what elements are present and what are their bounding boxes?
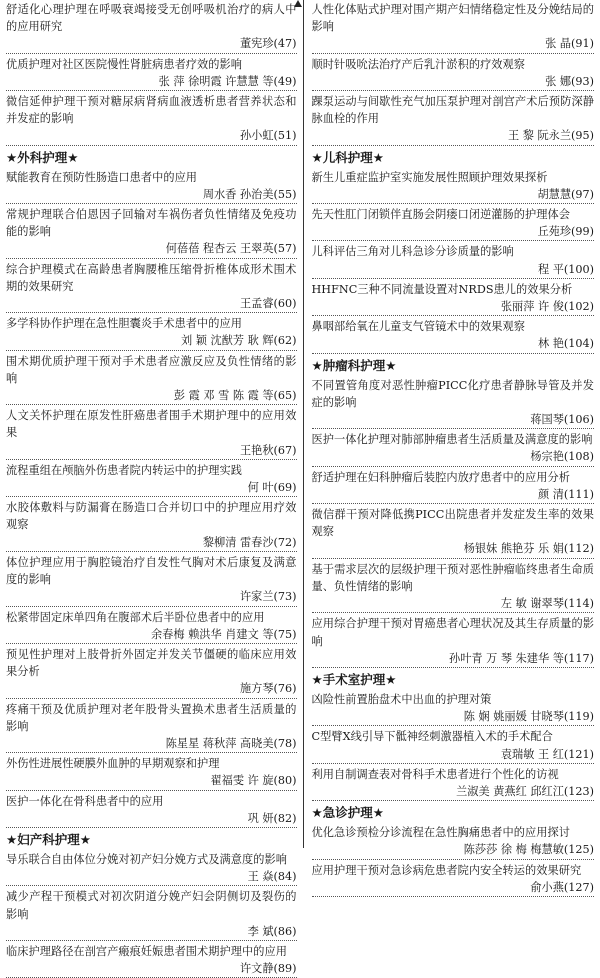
toc-entry[interactable] (312, 506, 595, 559)
entry-authors: 周水香 孙治美(55) (203, 186, 297, 203)
entry-authors-page (312, 783, 595, 801)
entry-title: 疼痛干预及优质护理对老年股骨头置换术患者生活质量的影响 (6, 702, 297, 733)
toc-right-column (303, 0, 595, 894)
table-of-contents (6, 0, 594, 976)
entry-authors-page (6, 534, 297, 552)
entry-authors-page (312, 746, 595, 764)
entry-title: 新生儿重症监护室实施发展性照顾护理效果探析 (311, 170, 548, 184)
toc-entry[interactable] (6, 888, 297, 941)
entry-authors: 兰淑美 黄燕红 邱红江(123) (456, 783, 594, 800)
toc-entry[interactable] (6, 793, 297, 828)
entry-authors: 张 娜(93) (545, 73, 594, 90)
entry-title: 应用护理干预对急诊病危患者院内安全转运的效果研究 (311, 863, 582, 877)
entry-authors-page (312, 335, 595, 353)
toc-entry[interactable] (6, 93, 297, 146)
entry-authors: 孙叶青 万 琴 朱建华 等(117) (449, 650, 594, 667)
entry-authors-page (6, 868, 297, 886)
entry-title: 顺时针吸吮法治疗产后乳汁淤积的疗效观察 (311, 57, 526, 71)
toc-entry[interactable] (312, 469, 595, 504)
toc-entry[interactable] (312, 766, 595, 801)
entry-authors-page (312, 411, 595, 429)
entry-title: 多学科协作护理在急性胆囊炎手术患者中的应用 (6, 317, 242, 331)
section-heading: ★妇产科护理★ (6, 831, 91, 847)
toc-entry[interactable] (6, 462, 297, 497)
entry-authors: 王艳秋(67) (240, 442, 297, 459)
entry-authors-page (312, 127, 595, 145)
entry-title: 医护一体化在骨科患者中的应用 (6, 794, 164, 808)
toc-entry[interactable] (312, 561, 595, 614)
entry-title: 人性化体贴式护理对围产期产妇情绪稳定性及分娩结局的影响 (311, 3, 594, 34)
entry-authors-page (6, 479, 297, 497)
toc-entry[interactable] (6, 609, 297, 644)
entry-title: 导乐联合自由体位分娩对初产妇分娩方式及满意度的影响 (6, 852, 287, 866)
entry-title: 优质护理对社区医院慢性肾脏病患者疗效的影响 (6, 57, 242, 71)
toc-entry[interactable] (312, 728, 595, 763)
entry-title: 医护一体化护理对肺部肿瘤患者生活质量及满意度的影响 (311, 433, 593, 447)
toc-entry[interactable] (6, 407, 297, 460)
entry-title: 利用自制调查表对骨科手术患者进行个性化的访视 (311, 767, 559, 781)
entry-authors: 李 斌(86) (248, 923, 297, 940)
entry-authors-page (6, 680, 297, 698)
entry-authors: 张丽萍 许 俊(102) (501, 298, 594, 315)
toc-entry[interactable] (6, 206, 297, 259)
toc-entry[interactable] (312, 169, 595, 204)
entry-title: 踝泵运动与间歇性充气加压泵护理对剖宫产术后预防深静脉血栓的作用 (311, 95, 594, 126)
toc-entry[interactable] (6, 701, 297, 754)
entry-authors-page (6, 240, 297, 258)
entry-authors: 翟福雯 许 旋(80) (210, 772, 296, 789)
entry-authors-page (6, 923, 297, 941)
entry-authors-page (6, 35, 297, 53)
entry-authors-page (312, 486, 595, 504)
toc-entry[interactable] (6, 315, 297, 350)
entry-authors-page (312, 298, 595, 316)
entry-authors: 袁瑞敏 王 红(121) (501, 746, 594, 763)
entry-authors-page (312, 708, 595, 726)
toc-entry[interactable] (312, 691, 595, 726)
entry-authors: 王 黎 阮永兰(95) (508, 127, 594, 144)
entry-authors-page (6, 588, 297, 606)
entry-title: 常规护理联合伯恩因子回输对车祸伤者负性情绪及免疫功能的影响 (6, 208, 297, 239)
toc-entry[interactable] (6, 646, 297, 699)
toc-entry[interactable] (312, 206, 595, 241)
entry-authors-page (6, 960, 297, 978)
entry-title: 水胶体敷料与防漏膏在肠造口合并切口中的护理应用疗效观察 (6, 501, 297, 532)
entry-authors: 施方琴(76) (240, 680, 297, 697)
entry-title: 综合护理模式在高龄患者胸腰椎压缩骨折椎体成形术围术期的效果研究 (6, 262, 297, 293)
entry-authors: 余春梅 赖洪华 肖建文 等(75) (151, 626, 297, 643)
entry-authors: 陈星星 蒋秋萍 高晓美(78) (166, 735, 297, 752)
entry-title: 舒适护理在妇科肿瘤后装腔内放疗患者中的应用分析 (311, 470, 570, 484)
toc-entry[interactable] (312, 377, 595, 430)
entry-authors: 董宪珍(47) (240, 35, 297, 52)
entry-title: C型臂X线引导下骶神经刺激器植入术的手术配合 (311, 730, 553, 744)
entry-authors-page (312, 186, 595, 204)
entry-title: 减少产程干预模式对初次阴道分娩产妇会阴侧切及裂伤的影响 (6, 890, 297, 921)
entry-title: 围术期优质护理干预对手术患者应激反应及负性情绪的影响 (6, 354, 297, 385)
toc-entry[interactable] (6, 169, 297, 204)
entry-title: 舒适化心理护理在呼吸衰竭接受无创呼吸机治疗的病人中的应用研究 (6, 3, 297, 34)
entry-title: 松紧带固定床单四角在腹部术后半卧位患者中的应用 (6, 610, 265, 624)
entry-authors: 杨银妹 熊艳芬 乐 娟(112) (464, 540, 594, 557)
entry-authors: 许文静(89) (240, 960, 297, 977)
entry-title: 人文关怀护理在原发性肝癌患者围手术期护理中的应用效果 (6, 409, 297, 440)
entry-authors: 刘 颖 沈猷芳 耿 辉(62) (181, 332, 297, 349)
entry-authors-page (312, 73, 595, 91)
entry-authors-page (312, 540, 595, 558)
entry-authors: 张 萍 徐明霞 许慧慧 等(49) (159, 73, 297, 90)
entry-authors-page (6, 735, 297, 753)
toc-entry[interactable] (6, 261, 297, 314)
toc-entry[interactable] (312, 824, 595, 859)
entry-authors: 胡慧慧(97) (537, 186, 594, 203)
entry-title: 应用综合护理干预对胃癌患者心理状况及其生存质量的影响 (311, 617, 594, 648)
section-heading: ★手术室护理★ (311, 671, 397, 687)
entry-authors: 孙小虹(51) (240, 127, 297, 144)
entry-title: 体位护理应用于胸腔镜治疗自发性气胸对术后康复及满意度的影响 (6, 555, 297, 587)
entry-authors: 俞小燕(127) (530, 879, 594, 896)
entry-authors-page (6, 186, 297, 204)
section-heading: ★儿科护理★ (311, 149, 384, 165)
entry-authors-page (6, 73, 297, 91)
entry-title: 优化急诊预检分诊流程在急性胸痛患者中的应用探讨 (311, 826, 570, 840)
entry-authors: 彭 霞 邓 雪 陈 霞 等(65) (174, 387, 297, 404)
entry-authors: 陈 娴 姚丽媛 甘晓琴(119) (464, 708, 594, 725)
entry-title: 不同置管角度对恶性肿瘤PICC化疗患者静脉导管及并发症的影响 (311, 378, 594, 409)
toc-entry[interactable] (312, 243, 595, 278)
entry-authors: 何蓓蓓 程杏云 王翠英(57) (166, 240, 297, 257)
entry-title: 微信群干预对降低携PICC出院患者并发症发生率的效果观察 (311, 508, 594, 539)
entry-authors-page (6, 772, 297, 790)
entry-authors: 颜 清(111) (538, 486, 594, 503)
entry-title: 预见性护理对上肢骨折外固定并发关节僵硬的临床应用效果分析 (6, 647, 297, 679)
entry-title: 临床护理路径在剖宫产瘢痕妊娠患者围术期护理中的应用 (6, 944, 287, 958)
toc-entry[interactable] (312, 318, 595, 353)
entry-authors-page (312, 448, 595, 466)
entry-title: 赋能教育在预防性肠造口患者中的应用 (6, 170, 198, 184)
entry-authors-page (312, 879, 595, 897)
toc-entry[interactable] (312, 431, 595, 466)
entry-title: 外伤性进展性硬膜外血肿的早期观察和护理 (6, 757, 220, 771)
entry-title: 鼻咽部给氧在儿童支气管镜术中的效果观察 (311, 320, 526, 334)
toc-entry[interactable] (312, 56, 595, 91)
section-heading: ★外科护理★ (6, 149, 79, 165)
entry-authors-page (312, 841, 595, 859)
entry-title: HHFNC三种不同流量设置对NRDS患儿的效果分析 (311, 282, 573, 296)
entry-authors-page (312, 595, 595, 613)
toc-entry[interactable] (312, 93, 595, 146)
entry-authors-page (6, 387, 297, 405)
entry-authors: 王 焱(84) (248, 868, 297, 885)
entry-authors-page (312, 650, 595, 668)
entry-title: 微信延伸护理干预对糖尿病肾病血液透析患者营养状态和并发症的影响 (6, 95, 297, 126)
entry-title: 儿科评估三角对儿科急诊分诊质量的影响 (311, 245, 514, 259)
toc-entry[interactable] (6, 499, 297, 552)
entry-authors-page (6, 295, 297, 313)
entry-authors: 许家兰(73) (240, 588, 297, 605)
entry-authors-page (6, 626, 297, 644)
toc-left-column (6, 0, 303, 976)
toc-entry[interactable] (6, 353, 297, 406)
entry-title: 先天性肛门闭锁伴直肠会阴瘘口闭逆灌肠的护理体会 (311, 208, 570, 222)
entry-authors: 丘苑珍(99) (537, 223, 594, 240)
toc-entry[interactable] (6, 755, 297, 790)
entry-authors-page (312, 261, 595, 279)
entry-title: 流程重组在颅脑外伤患者院内转运中的护理实践 (6, 463, 242, 477)
entry-authors: 陈莎莎 徐 梅 梅慧敏(125) (464, 841, 594, 858)
entry-authors: 巩 妍(82) (248, 810, 297, 827)
section-heading: ★急诊护理★ (311, 805, 384, 821)
entry-authors-page (312, 35, 595, 53)
entry-authors: 林 艳(104) (538, 335, 594, 352)
entry-authors: 王孟睿(60) (240, 295, 297, 312)
entry-authors: 程 平(100) (538, 261, 594, 278)
toc-entry[interactable] (312, 281, 595, 316)
toc-entry[interactable] (6, 554, 297, 607)
entry-authors-page (312, 223, 595, 241)
section-heading: ★肿瘤科护理★ (311, 357, 397, 373)
entry-title: 凶险性前置胎盘术中出血的护理对策 (311, 692, 492, 706)
entry-authors: 何 叶(69) (248, 479, 297, 496)
entry-title: 基于需求层次的层级护理干预对恶性肿瘤临终患者生命质量、负性情绪的影响 (311, 562, 594, 593)
toc-entry[interactable] (6, 851, 297, 886)
entry-authors-page (6, 127, 297, 145)
entry-authors: 张 晶(91) (545, 35, 594, 52)
column-divider-arrow-icon (294, 0, 302, 7)
entry-authors: 杨宗艳(108) (530, 448, 594, 465)
entry-authors-page (6, 442, 297, 460)
toc-entry[interactable] (6, 943, 297, 978)
entry-authors: 黎柳清 雷春沙(72) (203, 534, 297, 551)
entry-authors: 蒋国琴(106) (530, 411, 594, 428)
toc-entry[interactable] (6, 1, 297, 54)
entry-authors: 左 敏 谢翠琴(114) (501, 595, 594, 612)
toc-entry[interactable] (312, 1, 595, 54)
toc-entry[interactable] (312, 615, 595, 668)
toc-entry[interactable] (312, 862, 595, 897)
entry-authors-page (6, 332, 297, 350)
toc-entry[interactable] (6, 56, 297, 91)
entry-authors-page (6, 810, 297, 828)
